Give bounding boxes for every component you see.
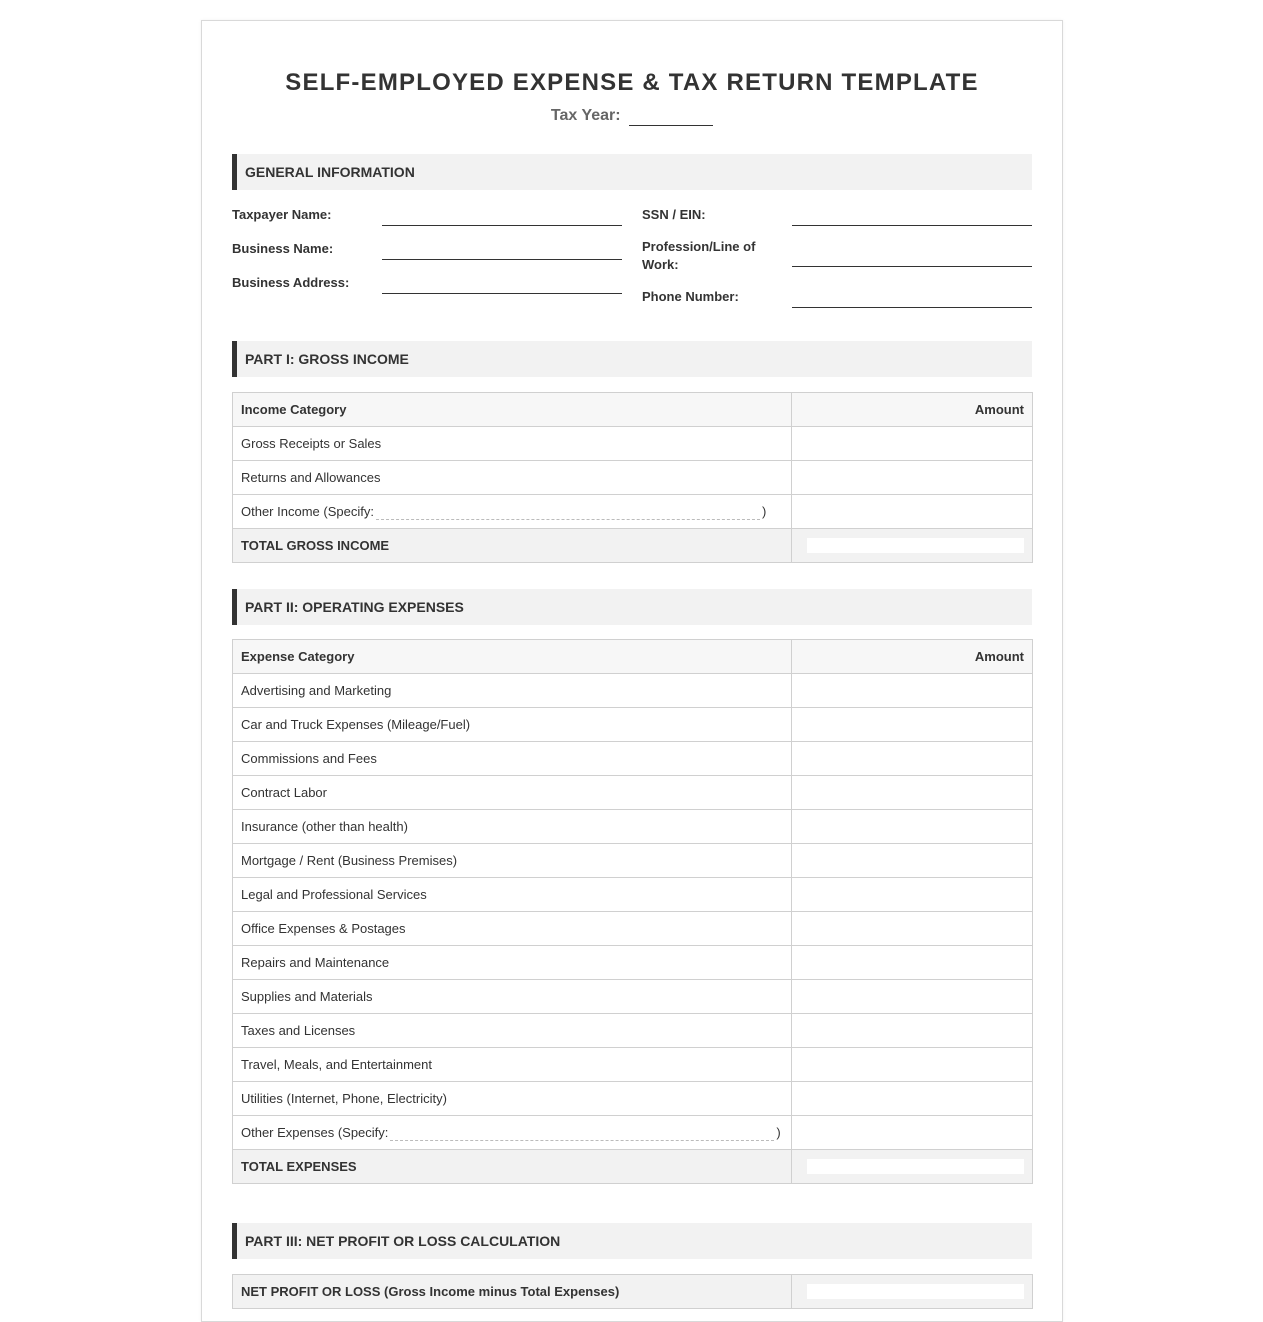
amount-header: Amount	[792, 393, 1033, 427]
total-expenses-field[interactable]	[807, 1159, 1024, 1174]
table-row	[233, 946, 1033, 980]
row-label: Other Income (Specify:	[241, 503, 374, 519]
total-expenses-label: TOTAL EXPENSES	[233, 1150, 792, 1184]
total-row	[233, 1150, 1033, 1184]
table-row	[233, 878, 1033, 912]
amount-cell[interactable]	[792, 674, 1033, 708]
close-paren: )	[761, 503, 767, 519]
row-label: Taxes and Licenses	[233, 1014, 792, 1048]
tax-year-row	[232, 107, 1032, 126]
row-label: Insurance (other than health)	[233, 810, 792, 844]
ssn-ein-field[interactable]	[792, 225, 1032, 226]
table-row	[233, 810, 1033, 844]
amount-cell[interactable]	[792, 708, 1033, 742]
phone-number-label: Phone Number:	[642, 289, 739, 304]
section-heading: PART I: GROSS INCOME	[245, 351, 409, 367]
close-paren: )	[776, 1124, 781, 1140]
specify-field[interactable]	[390, 1126, 774, 1141]
business-name-label: Business Name:	[232, 241, 334, 256]
table-row	[233, 1116, 1033, 1150]
total-gross-income-label: TOTAL GROSS INCOME	[233, 529, 792, 563]
income-table	[232, 392, 1033, 563]
business-address-label: Business Address:	[232, 275, 350, 290]
amount-cell[interactable]	[792, 427, 1033, 461]
section-heading: PART II: OPERATING EXPENSES	[245, 599, 464, 615]
row-label: Mortgage / Rent (Business Premises)	[233, 844, 792, 878]
net-profit-row	[233, 1275, 1033, 1309]
table-row	[233, 776, 1033, 810]
section-operating-expenses	[232, 589, 1032, 625]
amount-cell[interactable]	[792, 844, 1033, 878]
tax-year-field[interactable]	[629, 109, 713, 126]
row-label: Legal and Professional Services	[233, 878, 792, 912]
row-label: Commissions and Fees	[233, 742, 792, 776]
table-row	[233, 980, 1033, 1014]
row-label: Utilities (Internet, Phone, Electricity)	[233, 1082, 792, 1116]
table-row	[233, 1048, 1033, 1082]
amount-cell[interactable]	[792, 946, 1033, 980]
table-header-row	[233, 393, 1033, 427]
total-gross-income-field[interactable]	[807, 538, 1024, 553]
form-page	[201, 20, 1063, 1322]
table-row	[233, 1082, 1033, 1116]
table-row	[233, 708, 1033, 742]
net-profit-field[interactable]	[807, 1284, 1024, 1299]
row-label: Office Expenses & Postages	[233, 912, 792, 946]
row-label: Other Expenses (Specify:	[241, 1124, 389, 1140]
amount-header: Amount	[792, 640, 1033, 674]
amount-cell[interactable]	[792, 912, 1033, 946]
other-expenses-cell	[233, 1116, 792, 1150]
phone-number-field[interactable]	[792, 307, 1032, 308]
taxpayer-name-field[interactable]	[382, 225, 622, 226]
row-label: Contract Labor	[233, 776, 792, 810]
total-row	[233, 529, 1033, 563]
table-row	[233, 674, 1033, 708]
total-amount-cell	[792, 529, 1033, 563]
amount-cell[interactable]	[792, 495, 1033, 529]
amount-cell[interactable]	[792, 980, 1033, 1014]
form-title: SELF-EMPLOYED EXPENSE & TAX RETURN TEMPLATE	[285, 69, 979, 96]
section-net-profit	[232, 1223, 1032, 1259]
amount-cell[interactable]	[792, 1116, 1033, 1150]
row-label: Car and Truck Expenses (Mileage/Fuel)	[233, 708, 792, 742]
table-row	[233, 495, 1033, 529]
net-profit-table	[232, 1274, 1033, 1309]
amount-cell[interactable]	[792, 776, 1033, 810]
tax-year-label: Tax Year:	[550, 107, 621, 124]
profession-field[interactable]	[792, 266, 1032, 267]
section-gross-income	[232, 341, 1032, 377]
section-heading: GENERAL INFORMATION	[245, 164, 415, 180]
table-row	[233, 461, 1033, 495]
table-row	[233, 1014, 1033, 1048]
profession-label: Profession/Line of Work:	[642, 239, 756, 272]
amount-cell[interactable]	[792, 742, 1033, 776]
amount-cell[interactable]	[792, 1048, 1033, 1082]
table-row	[233, 912, 1033, 946]
row-label: Gross Receipts or Sales	[233, 427, 792, 461]
other-income-cell	[233, 495, 792, 529]
table-row	[233, 427, 1033, 461]
row-label: Repairs and Maintenance	[233, 946, 792, 980]
business-address-field[interactable]	[382, 293, 622, 294]
expense-category-header: Expense Category	[233, 640, 792, 674]
ssn-ein-label: SSN / EIN:	[642, 207, 706, 222]
section-general-information	[232, 154, 1032, 190]
taxpayer-name-label: Taxpayer Name:	[232, 207, 332, 222]
net-amount-cell	[792, 1275, 1033, 1309]
amount-cell[interactable]	[792, 1014, 1033, 1048]
section-heading: PART III: NET PROFIT OR LOSS CALCULATION	[245, 1233, 561, 1249]
amount-cell[interactable]	[792, 1082, 1033, 1116]
row-label: Travel, Meals, and Entertainment	[233, 1048, 792, 1082]
amount-cell[interactable]	[792, 878, 1033, 912]
row-label: Returns and Allowances	[233, 461, 792, 495]
table-header-row	[233, 640, 1033, 674]
income-category-header: Income Category	[233, 393, 792, 427]
business-name-field[interactable]	[382, 259, 622, 260]
row-label: Supplies and Materials	[233, 980, 792, 1014]
table-row	[233, 844, 1033, 878]
amount-cell[interactable]	[792, 810, 1033, 844]
expense-table	[232, 639, 1033, 1184]
amount-cell[interactable]	[792, 461, 1033, 495]
row-label: Advertising and Marketing	[233, 674, 792, 708]
table-row	[233, 742, 1033, 776]
net-profit-label: NET PROFIT OR LOSS (Gross Income minus Total Expenses)	[233, 1275, 792, 1309]
specify-field[interactable]	[376, 505, 760, 520]
total-amount-cell	[792, 1150, 1033, 1184]
